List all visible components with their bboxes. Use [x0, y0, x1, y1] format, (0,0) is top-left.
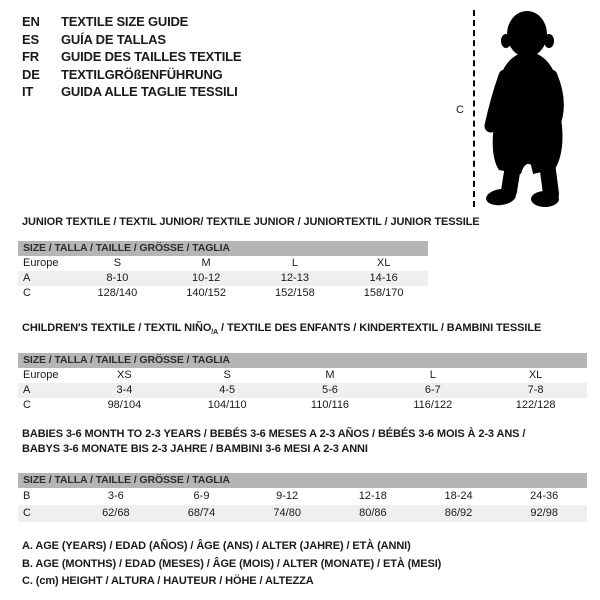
size-cell: 10-12: [192, 272, 221, 284]
toddler-ear-right: [544, 34, 554, 48]
size-cell: S: [113, 257, 122, 269]
table-row: [18, 271, 428, 286]
size-cell: 140/152: [186, 287, 226, 299]
size-cell: 98/104: [107, 399, 142, 412]
table-row: [18, 398, 587, 413]
size-cell: 104/110: [207, 399, 247, 412]
section-title-segment: CHILDREN'S TEXTILE / TEXTIL NIÑO: [22, 322, 212, 334]
size-cell: S: [223, 369, 231, 382]
toddler-leg-left: [509, 166, 513, 191]
row-label: C: [23, 507, 31, 519]
size-cell: 3-4: [116, 384, 133, 397]
size-cell: 24-36: [530, 490, 559, 502]
row-label: Europe: [23, 369, 59, 382]
junior-size-table-section: [18, 216, 480, 301]
language-row: [22, 83, 241, 101]
size-cell: 122/128: [515, 399, 556, 412]
section-title-segment: BABIES 3-6 MONTH TO 2-3 YEARS / BEBÉS 3-6 MESES A 2-3 AÑOS / BÉBÉS 3-6 MOIS À 2-3 ANS /: [22, 428, 526, 440]
size-cell: 9-12: [276, 490, 299, 502]
size-cell: XL: [376, 257, 391, 269]
toddler-ear-left: [501, 34, 511, 48]
size-header-bar: SIZE / TALLA / TAILLE / GRÖSSE / TAGLIA: [18, 353, 587, 368]
row-label: A: [23, 384, 31, 397]
size-header-bar: SIZE / TALLA / TAILLE / GRÖSSE / TAGLIA: [18, 241, 428, 256]
language-row: [22, 66, 241, 84]
section-title-segment: JUNIOR TEXTILE / TEXTIL JUNIOR/ TEXTILE JUNIOR / JUNIORTEXTIL / JUNIOR TESSILE: [22, 216, 480, 228]
language-code: EN: [22, 14, 40, 29]
table-row: [18, 505, 587, 522]
size-cell: 92/98: [530, 507, 558, 519]
footnotes-block: [22, 538, 441, 591]
note-line: B. AGE (MONTHS) / EDAD (MESES) / ÂGE (MOIS) / ALTER (MONATE) / ETÀ (MESI): [22, 557, 442, 570]
size-cell: 4-5: [219, 384, 236, 397]
toddler-foot-right: [531, 191, 559, 207]
table-row: [18, 488, 587, 505]
size-cell: M: [325, 369, 335, 382]
size-cell: 158/170: [363, 287, 404, 299]
row-label: A: [23, 272, 31, 284]
language-row: [22, 13, 241, 31]
toddler-leg-right: [547, 163, 551, 194]
language-code: DE: [22, 66, 40, 82]
size-cell: 6-7: [424, 384, 441, 397]
size-cell: 62/68: [102, 507, 130, 519]
language-row: [22, 48, 241, 66]
section-title-segment: / TEXTILE DES ENFANTS / KINDERTEXTIL / BAMBINI TESSILE: [218, 322, 542, 334]
size-cell: 6-9: [193, 490, 210, 502]
table-row: [18, 286, 428, 301]
section-title: [22, 427, 587, 442]
size-cell: 12-18: [358, 490, 387, 502]
section-title-segment: /A: [211, 329, 219, 337]
row-label: C: [23, 399, 31, 412]
height-measure-dashed-line: [473, 10, 475, 207]
section-title: [22, 216, 480, 229]
row-label: C: [23, 287, 31, 299]
size-cell: 128/140: [97, 287, 138, 299]
size-header-bar: SIZE / TALLA / TAILLE / GRÖSSE / TAGLIA: [18, 473, 587, 488]
size-cell: 8-10: [106, 272, 129, 284]
size-cell: 3-6: [107, 490, 124, 502]
size-cell: 152/158: [274, 287, 315, 299]
size-cell: L: [291, 257, 298, 269]
table-row: [18, 256, 428, 271]
size-cell: 74/80: [273, 507, 301, 519]
language-row: [22, 31, 241, 49]
size-cell: 86/92: [444, 507, 473, 519]
babies-size-table-section: [18, 427, 587, 522]
toddler-silhouette: [483, 8, 575, 208]
language-code: IT: [22, 84, 34, 99]
size-cell: 18-24: [444, 490, 473, 502]
children-size-table-section: [18, 322, 587, 413]
size-cell: XS: [117, 369, 132, 382]
toddler-head: [507, 11, 547, 57]
row-label: Europe: [23, 257, 59, 269]
size-cell: XL: [528, 369, 543, 382]
language-title: GUIDA ALLE TAGLIE TESSILI: [61, 84, 238, 99]
size-cell: 7-8: [527, 384, 544, 397]
language-title: TEXTILGRÖßENFÜHRUNG: [61, 66, 223, 82]
size-cell: 14-16: [369, 272, 398, 284]
table-row: [18, 383, 587, 398]
size-cell: 110/116: [310, 399, 350, 412]
size-cell: 116/122: [413, 399, 453, 412]
height-measure-label: C: [456, 104, 464, 116]
section-title-line2: BABYS 3-6 MONATE BIS 2-3 JAHRE / BAMBINI 3-6 MESI A 2-3 ANNI: [22, 443, 368, 455]
size-cell: 80/86: [359, 507, 387, 519]
size-cell: 12-13: [280, 272, 309, 284]
language-title: GUÍA DE TALLAS: [61, 31, 166, 47]
size-cell: M: [201, 257, 211, 269]
size-cell: 68/74: [187, 507, 216, 519]
toddler-arm-right: [551, 76, 557, 126]
size-cell: 5-6: [322, 384, 338, 397]
size-cell: L: [429, 369, 436, 382]
language-code: ES: [22, 31, 39, 47]
language-title-block: [22, 13, 241, 101]
section-title: [22, 322, 587, 339]
note-line: C. (cm) HEIGHT / ALTURA / HAUTEUR / HÖHE / ALTEZZA: [22, 575, 314, 587]
language-title: TEXTILE SIZE GUIDE: [61, 14, 189, 29]
table-row: [18, 368, 587, 383]
note-line: A. AGE (YEARS) / EDAD (AÑOS) / ÂGE (ANS) / ALTER (JAHRE) / ETÀ (ANNI): [22, 540, 411, 552]
row-label: B: [23, 490, 31, 502]
language-code: FR: [22, 49, 39, 64]
language-title: GUIDE DES TAILLES TEXTILE: [61, 49, 242, 64]
